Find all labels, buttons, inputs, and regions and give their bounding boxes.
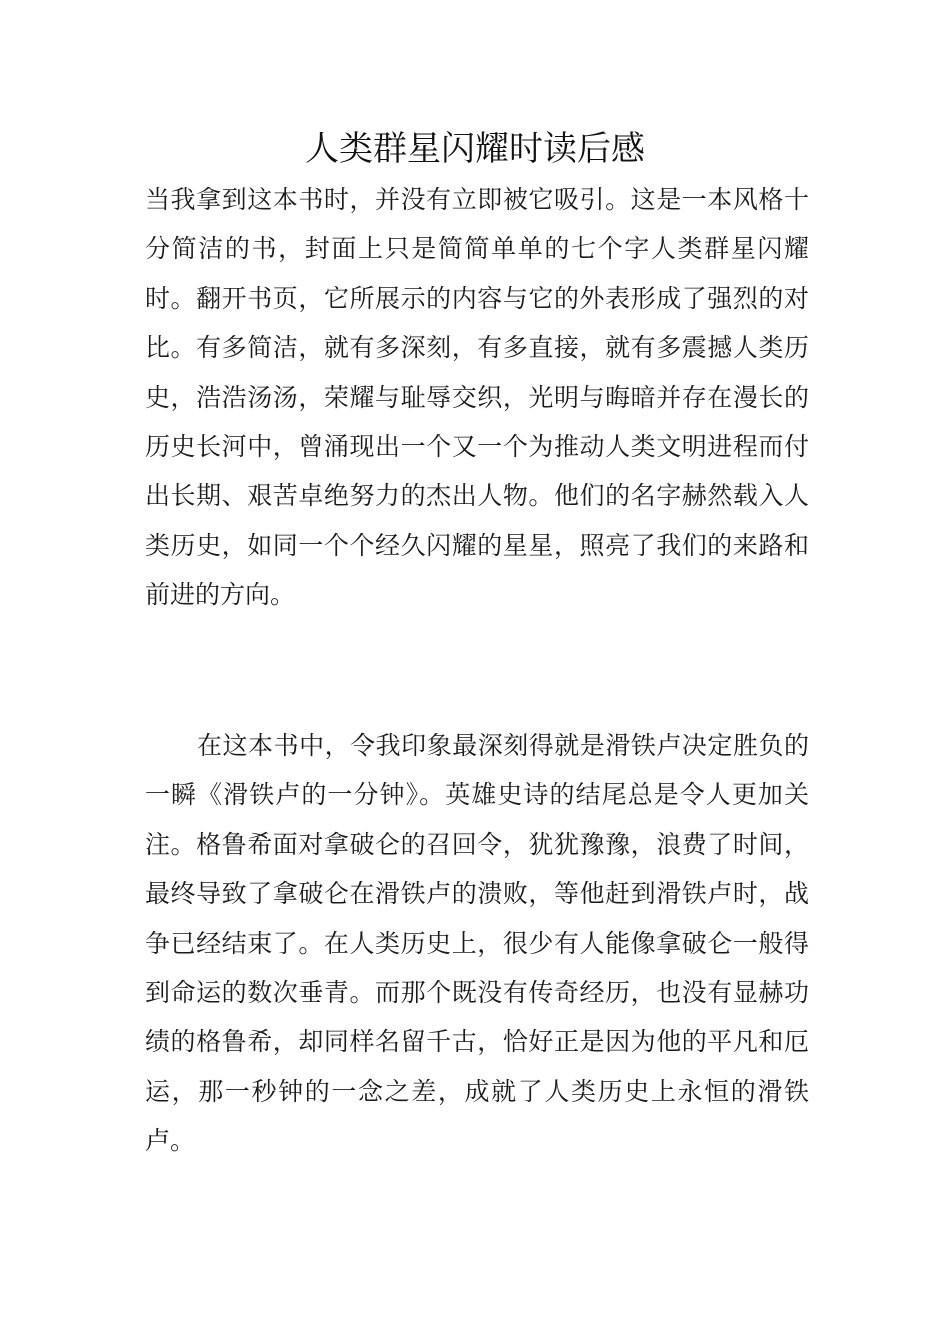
paragraph-waterloo: 在这本书中，令我印象最深刻得就是滑铁卢决定胜负的一瞬《滑铁卢的一分钟》。英雄史诗的结尾总是令人更加关注。格鲁希面对拿破仑的召回令，犹犹豫豫，浪费了时间，最终导致了拿破仑在滑铁卢的溃败，等他赶到滑铁卢时，战争已经结束了。在人类历史上，很少有人能像拿破仑一般得到命运的数次垂青。而那个既没有传奇经历，也没有显赫功绩的格鲁希，却同样名留千古，恰好正是因为他的平凡和厄运，那一秒钟的一念之差，成就了人类历史上永恒的滑铁卢。 <box>145 731 809 1156</box>
document-title: 人类群星闪耀时读后感 <box>305 129 645 169</box>
paragraph-intro: 当我拿到这本书时，并没有立即被它吸引。这是一本风格十分简洁的书，封面上只是简简单单的七个字人类群星闪耀时。翻开书页，它所展示的内容与它的外表形成了强烈的对比。有多简洁，就有多深刻，有多直接，就有多震撼人类历史，浩浩汤汤，荣耀与耻辱交织，光明与晦暗并存在漫长的历史长河中，曾涌现出一个又一个为推动人类文明进程而付出长期、艰苦卓绝努力的杰出人物。他们的名字赫然载入人类历史，如同一个个经久闪耀的星星，照亮了我们的来路和前进的方向。 <box>145 185 809 610</box>
